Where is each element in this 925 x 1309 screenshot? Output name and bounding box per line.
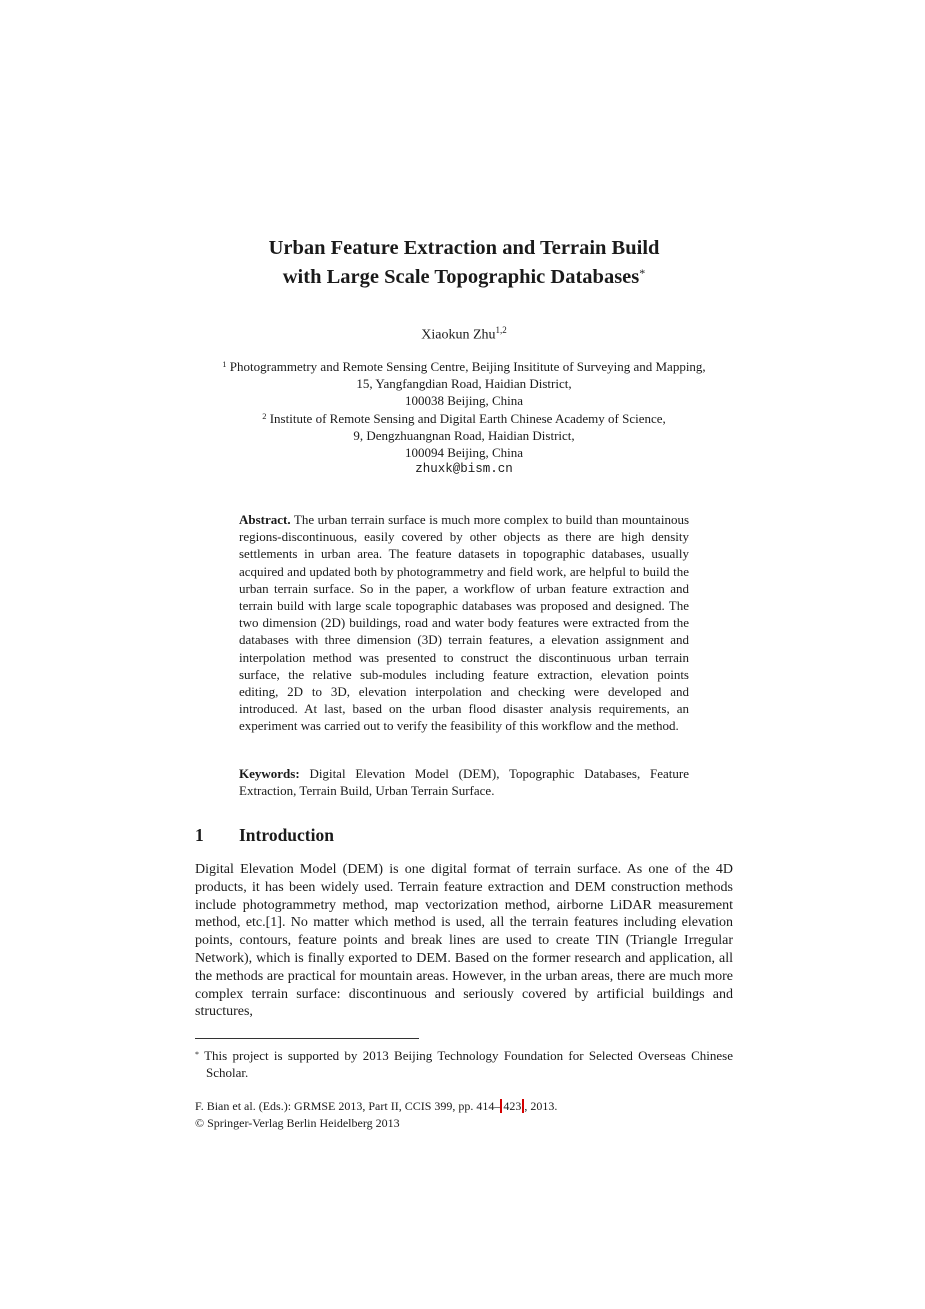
abstract <box>239 511 689 735</box>
citation-pre: F. Bian et al. (Eds.): GRMSE 2013, Part II, CCIS 399, pp. 414– <box>195 1099 501 1113</box>
affil-1-line-1-text: Photogrammetry and Remote Sensing Centre, Beijing Insititute of Surveying and Mapping, <box>229 359 706 374</box>
citation-line <box>195 1098 557 1115</box>
footnote-divider <box>195 1038 419 1039</box>
section-number: 1 <box>195 825 204 845</box>
abstract-text: The urban terrain surface is much more complex to build than mountainous regions-discontinuous, easily covered by other objects as there are high density settlements in urban area. The feature datasets in topographic databases, usually acquired and updated both by photogrammetry and field work, are helpful to build the urban terrain surface. So in the paper, a workflow of urban feature extraction and terrain build with large scale topographic databases was proposed and designed. The two dimension (2D) buildings, road and water body features were extracted from the databases with three dimension (3D) terrain features, a elevation assignment and interpolation method was presented to construct the discontinuous urban terrain surface, the relative sub-modules including feature extraction, elevation points editing, 2D to 3D, elevation interpolation and checking were developed and introduced. At last, based on the urban flood disaster analysis requirements, an experiment was carried out to verify the feasibility of this workflow and the method. <box>239 512 690 734</box>
citation-post: , 2013. <box>524 1099 558 1113</box>
footnote-text: This project is supported by 2013 Beijing Technology Foundation for Selected Overseas Chinese Scholar. <box>204 1048 733 1081</box>
section-heading-introduction <box>195 825 334 846</box>
title-line-2-text: with Large Scale Topographic Databases <box>282 266 640 288</box>
author-email[interactable]: zhuxk@bism.cn <box>415 462 513 477</box>
citation-page-end: 423 <box>500 1099 524 1113</box>
footnote <box>195 1047 733 1081</box>
author <box>195 325 733 344</box>
title-line-2 <box>195 263 733 292</box>
affiliations <box>170 358 758 478</box>
copyright-line: © Springer-Verlag Berlin Heidelberg 2013 <box>195 1115 400 1130</box>
affil-1-mark: 1 <box>222 359 227 369</box>
author-name: Xiaokun Zhu <box>421 327 496 343</box>
affil-2-line-1 <box>170 410 758 427</box>
affil-2-line-3: 100094 Beijing, China <box>404 445 524 461</box>
affil-2-line-1-text: Institute of Remote Sensing and Digital Earth Chinese Academy of Science, <box>269 410 666 426</box>
abstract-label: Abstract. <box>239 512 291 527</box>
affil-1-line-1 <box>170 358 758 375</box>
citation-block <box>195 1098 557 1131</box>
affil-2-line-2: 9, Dengzhuangnan Road, Haidian District, <box>353 427 575 443</box>
author-affil-marks: 1,2 <box>495 325 507 335</box>
affil-2-mark: 2 <box>262 410 267 421</box>
keywords-label: Keywords: <box>239 766 300 781</box>
affil-1-line-2: 15, Yangfangdian Road, Haidian District, <box>356 376 572 392</box>
keywords-text: Digital Elevation Model (DEM), Topographic Databases, Feature Extraction, Terrain Build, Urban Terrain Surface. <box>239 766 689 799</box>
section-title: Introduction <box>239 825 334 845</box>
title-footnote-mark: * <box>639 266 646 280</box>
paper-title <box>195 234 733 292</box>
affil-1-line-3: 100038 Beijing, China <box>404 393 524 409</box>
keywords <box>239 765 689 799</box>
footnote-mark: * <box>195 1050 199 1059</box>
introduction-paragraph: Digital Elevation Model (DEM) is one digital format of terrain surface. As one of the 4D products, it has been widely used. Terrain feature extraction and DEM construction methods include photogrammetry method, map vectorization method, airborne LiDAR measurement method, etc.[1]. No matter which method is used, all the terrain features including elevation points, contours, feature points and break lines are used to create TIN (Triangle Irregular Network), which is finally exported to DEM. Based on the former research and application, all the methods are practical for mountain areas. However, in the urban areas, there are much more complex terrain surface: discontinuous and seriously covered by artificial buildings and structures, <box>195 862 733 1020</box>
title-line-1: Urban Feature Extraction and Terrain Build <box>268 237 660 259</box>
